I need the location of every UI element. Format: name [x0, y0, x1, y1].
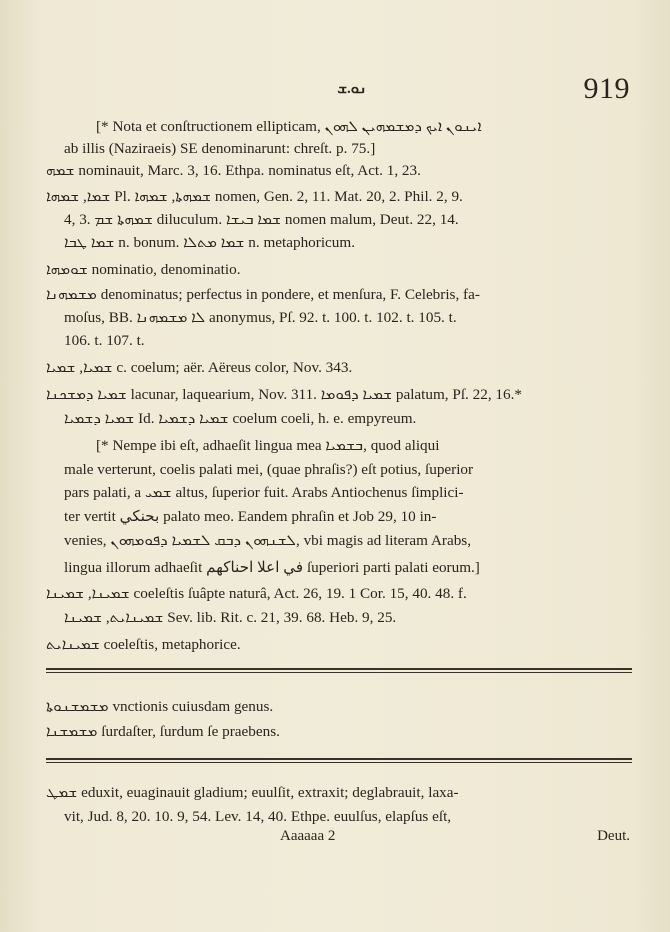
section-rule-thin: [46, 762, 632, 763]
text-line: ܫܡܝܢܐ, ܫܡܝܢܐ coeleſtis ſuâpte naturâ, Act. 26, 19. 1 Cor. 15, 40. 48. f.: [46, 585, 467, 602]
text-line: ܫܡܐ ܛܒܐ n. bonum. ܫܡܐ ܡܬܠܐ n. metaphoricum.: [64, 234, 355, 251]
text-line: vit, Jud. 8, 20. 10. 9, 54. Lev. 14, 40. Ethpe. euulſus, elapſus eſt,: [64, 808, 452, 825]
text-line: ܫܘܡܗܐ nominatio, denominatio.: [46, 261, 241, 278]
text-line: ܫܡܝܐ, ܫܡܝܐ c. coelum; aër. Aëreus color, Nov. 343.: [46, 359, 353, 376]
section-rule-thin: [46, 672, 632, 673]
text-line: ܫܡܛ eduxit, euaginauit gladium; euulſit, extraxit; deglabrauit, laxa-: [46, 784, 459, 801]
catchword: Deut.: [597, 828, 630, 844]
text-line: ܡܫܡܗܢܐ denominatus; perfectus in pondere, et menſura, F. Celebris, fa-: [46, 286, 480, 303]
text-line: ܡܫܡܫܢܐ ſurdaſter, ſurdum ſe praebens.: [46, 723, 280, 740]
page-number: 919: [583, 72, 630, 105]
text-line: ܫܡܐ, ܫܡܗܐ Pl. ܫܡܗܬܐ, ܫܡܗܐ nomen, Gen. 2, 11. Mat. 20, 2. Phil. 2, 9.: [46, 188, 463, 205]
text-line: ab illis (Naziraeis) SE denominarunt: chreſt. p. 75.]: [64, 140, 376, 157]
text-line: [* Nota et conſtructionem ellipticam, ܐܝܢܘܢ ܐܝܟ ܕܡܫܡܗܝܢ ܠܗܘܢ: [96, 118, 482, 135]
text-line: ܫܡܗ nominauit, Marc. 3, 16. Ethpa. nominatus eſt, Act. 1, 23.: [46, 162, 421, 179]
text-line: ter vertit بحنكي palato meo. Eandem phraſin et Job 29, 10 in-: [64, 508, 437, 525]
text-line: male verterunt, coelis palati mei, (quae phraſis?) eſt potius, ſuperior: [64, 461, 474, 478]
signature-mark: Aaaaaa 2: [280, 828, 336, 844]
text-line: moſus, BB. ܠܐ ܡܫܡܗܢܐ anonymus, Pſ. 92. t. 100. t. 102. t. 105. t.: [64, 309, 457, 326]
text-line: ܫܡܝܐ ܕܡܫܟܢܐ lacunar, laquearium, Nov. 311. ܫܡܝܐ ܕܦܘܡܐ palatum, Pſ. 22, 16.*: [46, 386, 522, 403]
text-line: pars palati, a ܫܡܝ altus, ſuperior fuit. Arabs Antiochenus ſimplici-: [64, 484, 464, 501]
text-line: 4, 3. ܫܡܗܬܐ ܫܡ diluculum. ܫܡܐ ܒܝܫܐ nomen malum, Deut. 22, 14.: [64, 211, 459, 228]
text-line: [* Nempe ibi eſt, adhaeſit lingua mea ܒܫܡܝܐ, quod aliqui: [96, 437, 440, 454]
text-line: ܫܡܝܢܐܝܬ coeleſtis, metaphorice.: [46, 636, 241, 653]
section-rule: [46, 758, 632, 760]
text-line: ܫܡܝܐ ܕܫܡܝܐ Id. ܫܡܝܐ ܕܫܡܝܐ coelum coeli, h. e. empyreum.: [64, 410, 417, 427]
text-line: ܫܡܝܢܐܝܬ, ܫܡܝܢܐ Sev. lib. Rit. c. 21, 39. 68. Heb. 9, 25.: [64, 609, 397, 626]
text-line: venies, ܠܫܢܗܘܢ ܕܒܩ ܠܫܡܝܐ ܕܦܘܡܗܘܢ, vbi magis ad literam Arabs,: [64, 532, 472, 549]
text-line: lingua illorum adhaeſit في اعلا احناكهم ſuperiori parti palati eorum.]: [64, 559, 480, 576]
text-line: 106. t. 107. t.: [64, 332, 145, 349]
running-head-syriac: ܢܘ.ܫ: [337, 81, 367, 97]
text-line: ܡܫܡܫܢܘܬܐ vnctionis cuiusdam genus.: [46, 698, 274, 715]
section-rule: [46, 668, 632, 670]
